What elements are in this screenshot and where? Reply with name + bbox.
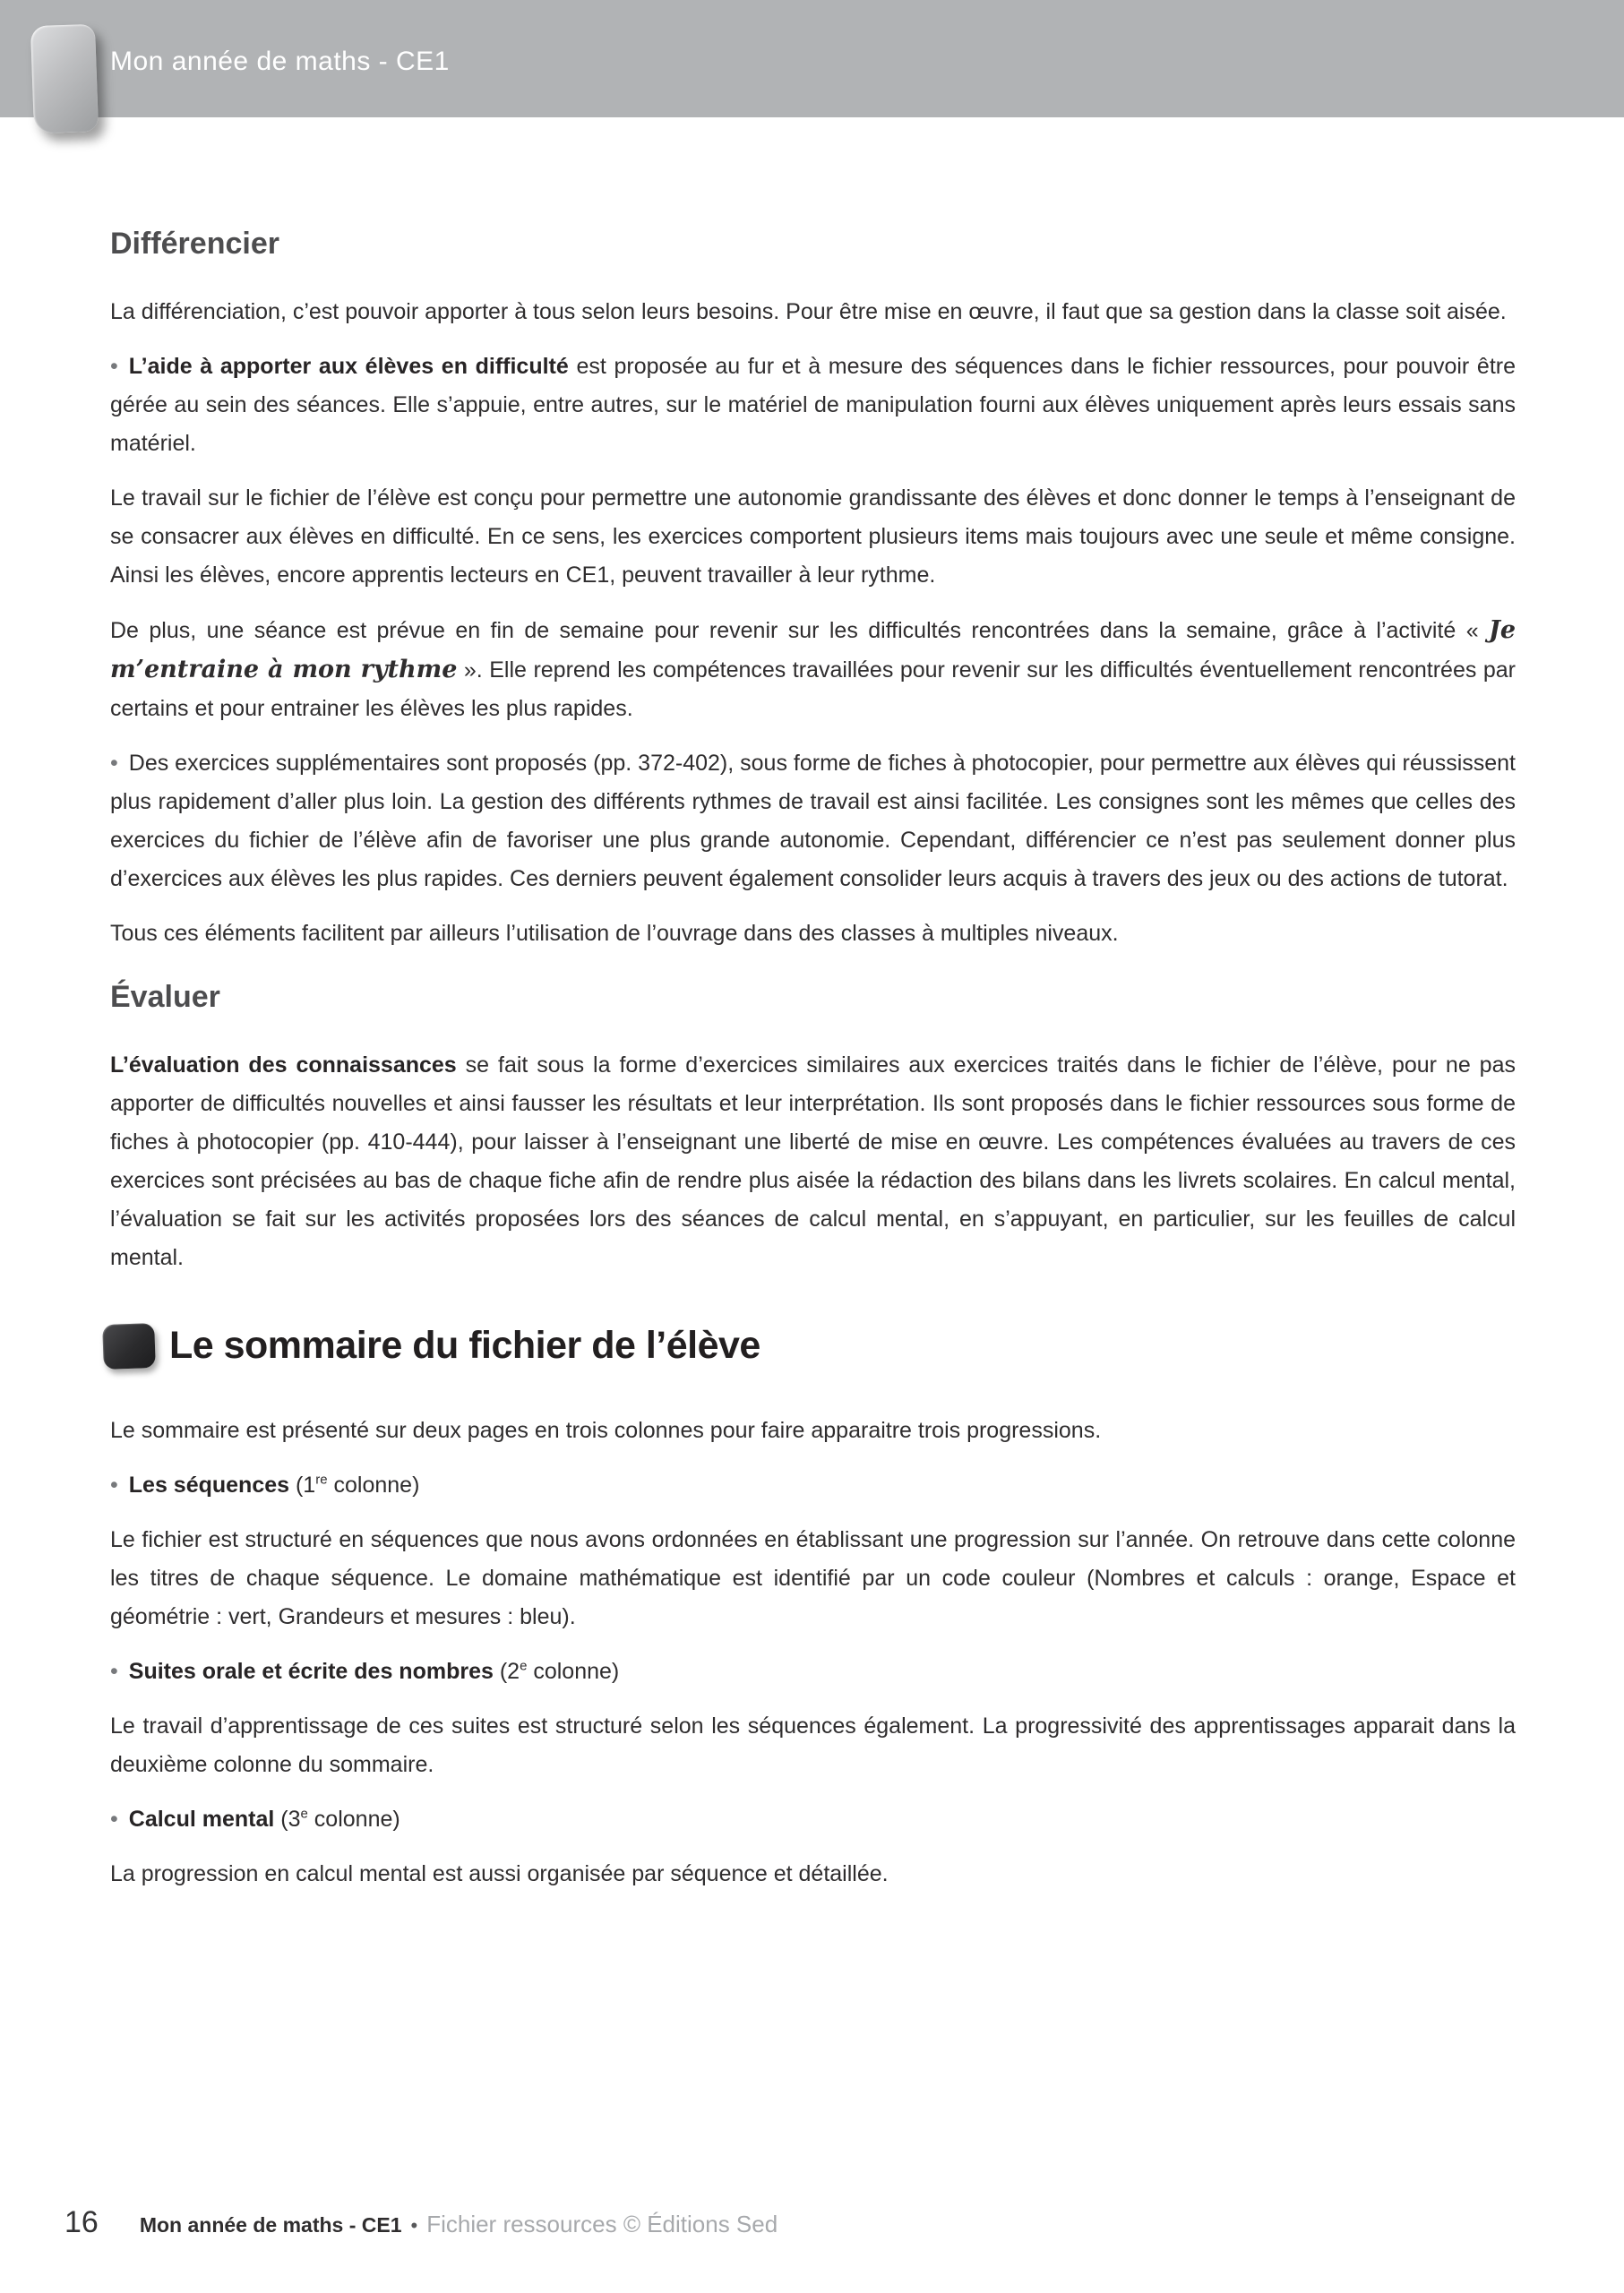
bullet-text: (2 (493, 1659, 520, 1684)
activity-name-script: Je m’entraine à mon rythme (110, 616, 1516, 683)
bullet-icon: • (110, 1807, 118, 1832)
section-heading-evaluer: Évaluer (110, 980, 220, 1014)
bullet-text: Des exercices supplémentaires sont proposés (pp. 372-402), sous forme de fiches à photocopier, pour permettre aux élèves qui réussissent plus rapidement d’aller plus loin. La gestion des différents rythmes de travail est ainsi facilitée. Les consignes sont les mêmes que celles des exercices du fichier de l’élève afin de favoriser une plus grande autonomie. Cependant, différencier ce n’est pas seulement donner plus d’exercices aux élèves les plus rapides. Ces derniers peuvent également consolider leurs acquis à travers des jeux ou des actions de tutorat. (110, 751, 1516, 891)
paragraph-text: Le fichier est structuré en séquences que nous avons ordonnées en établissant une progression sur l’année. On retrouve dans cette colonne les titres de chaque séquence. Le domaine mathématique est identifié par un code couleur (Nombres et calculs : orange, Espace et géométrie : vert, Grandeurs et mesures : bleu). (110, 1527, 1516, 1629)
ordinal-superscript: e (520, 1658, 528, 1674)
paragraph (110, 611, 1516, 728)
bullet-item (110, 744, 1516, 898)
bullet-lead-bold: Suites orale et écrite des nombres (128, 1659, 494, 1684)
paragraph-text: Tous ces éléments facilitent par ailleurs l’utilisation de l’ouvrage dans des classes à multiples niveaux. (110, 921, 1119, 946)
bullet-item (110, 1800, 1516, 1839)
paragraph (110, 1521, 1516, 1636)
paragraph (110, 1046, 1516, 1277)
bullet-item (110, 1653, 1516, 1691)
paragraph-text: La progression en calcul mental est aussi organisée par séquence et détaillée. (110, 1861, 889, 1886)
footer-subtitle: Fichier ressources © Éditions Sed (426, 2211, 778, 2237)
footer-book-title: Mon année de maths - CE1 (139, 2213, 402, 2237)
bullet-icon: • (110, 1473, 118, 1498)
header-bar (0, 0, 1624, 117)
ordinal-superscript: re (315, 1472, 328, 1488)
bullet-icon: • (110, 354, 118, 379)
paragraph-lead-bold: L’évaluation des connaissances (110, 1052, 457, 1078)
bullet-lead-bold: Les séquences (128, 1473, 290, 1498)
page-number: 16 (64, 2205, 99, 2239)
bullet-icon: • (110, 751, 118, 776)
paragraph (110, 479, 1516, 595)
bullet-text: est proposée au fur et à mesure des séquences dans le fichier ressources, pour pouvoir être gérée au sein des séances. Elle s’appuie, entre autres, sur le matériel de manipulation fourni aux élèves uniquement après leurs essais sans matériel. (110, 354, 1516, 456)
bullet-text: colonne) (307, 1807, 400, 1832)
header-title: Mon année de maths - CE1 (110, 47, 450, 76)
paragraph (110, 1707, 1516, 1784)
paragraph (110, 1412, 1516, 1450)
page-footer (64, 2205, 778, 2240)
section-tab-icon (102, 1323, 156, 1370)
main-section-title: Le sommaire du fichier de l’élève (169, 1324, 760, 1368)
bullet-icon: • (110, 1659, 118, 1684)
paragraph-text: se fait sous la forme d’exercices similaires aux exercices traités dans le fichier de l’élève, pour ne pas apporter de difficultés nouvelles et ainsi fausser les résultats et leur interprétation. Ils sont proposés dans le fichier ressources sous forme de fiches à photocopier (pp. 410-444), pour laisser à l’enseignant une liberté de mise en œuvre. Les compétences évaluées au travers de ces exercices sont précisées au bas de chaque fiche afin de rendre plus aisée la rédaction des bilans dans les livrets scolaires. En calcul mental, l’évaluation se fait sur les activités proposées lors des séances de calcul mental, en s’appuyant, en particulier, sur les feuilles de calcul mental. (110, 1052, 1516, 1270)
paragraph-text: Le travail d’apprentissage de ces suites est structuré selon les séquences également. La progressivité des apprentissages apparait dans la deuxième colonne du sommaire. (110, 1713, 1516, 1777)
paragraph-text: Le travail sur le fichier de l’élève est conçu pour permettre une autonomie grandissante des élèves et donc donner le temps à l’enseignant de se consacrer aux élèves en difficulté. En ce sens, les exercices comportent plusieurs items mais toujours avec une seule et même consigne. Ainsi les élèves, encore apprentis lecteurs en CE1, peuvent travailler à leur rythme. (110, 485, 1516, 588)
bullet-lead-bold: L’aide à apporter aux élèves en difficulté (128, 354, 569, 379)
section-heading-differencier: Différencier (110, 227, 279, 261)
paragraph-text: De plus, une séance est prévue en fin de semaine pour revenir sur les difficultés rencontrées dans la semaine, grâce à l’activité « (110, 618, 1490, 643)
paragraph-text: Le sommaire est présenté sur deux pages en trois colonnes pour faire apparaitre trois progressions. (110, 1418, 1102, 1443)
page-content (110, 117, 1516, 1910)
footer-separator-icon: • (410, 2214, 418, 2237)
paragraph (110, 915, 1516, 953)
page-tab-icon (30, 24, 99, 133)
bullet-lead-bold: Calcul mental (128, 1807, 275, 1832)
paragraph-text: ». Elle reprend les compétences travaillées pour revenir sur les difficultés éventuellement rencontrées par certains et pour entrainer les élèves les plus rapides. (110, 657, 1516, 721)
bullet-text: (1 (289, 1473, 316, 1498)
bullet-text: (3 (274, 1807, 301, 1832)
paragraph-text: La différenciation, c’est pouvoir apporter à tous selon leurs besoins. Pour être mise en œuvre, il faut que sa gestion dans la classe soit aisée. (110, 299, 1507, 324)
ordinal-superscript: e (300, 1806, 308, 1822)
bullet-item (110, 1466, 1516, 1505)
bullet-item (110, 348, 1516, 463)
paragraph (110, 293, 1516, 331)
bullet-text: colonne) (527, 1659, 620, 1684)
paragraph (110, 1855, 1516, 1894)
main-section-heading-row (103, 1324, 1516, 1369)
bullet-text: colonne) (327, 1473, 420, 1498)
